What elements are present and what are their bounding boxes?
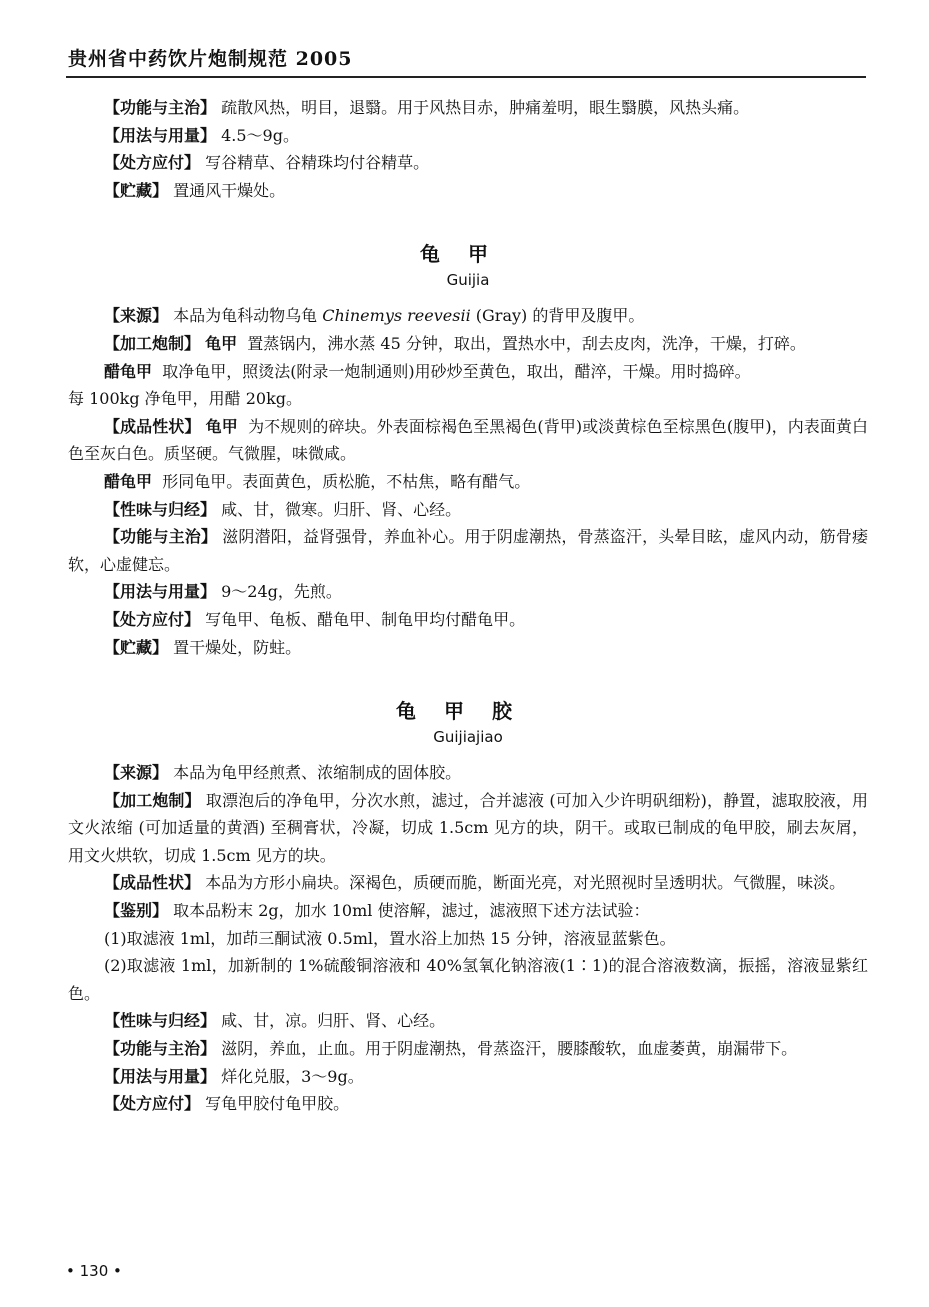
section-text: 写龟甲胶付龟甲胶。 [205, 1094, 350, 1114]
section-label: 【用法与用量】 [104, 1066, 217, 1086]
section-text: 写谷精草、谷精珠均付谷精草。 [205, 153, 430, 173]
prev-storage-paragraph [68, 177, 868, 205]
section-label: 【来源】 [104, 763, 169, 783]
dispensing-paragraph [68, 1090, 868, 1118]
section-label: 【来源】 [104, 306, 169, 326]
dispensing-paragraph [68, 606, 868, 634]
section-label: 【处方应付】 [104, 153, 201, 173]
section-text: 滋阴，养血，止血。用于阴虚潮热，骨蒸盗汗，腰膝酸软，血虚萎黄，崩漏带下。 [221, 1039, 798, 1059]
processing-ratio-paragraph [68, 385, 868, 413]
test-2-paragraph [68, 952, 868, 1007]
section-text: 每 100kg 净龟甲，用醋 20kg。 [68, 389, 303, 409]
section-label: 【贮藏】 [104, 637, 169, 657]
dosage-paragraph [68, 578, 868, 606]
prev-dispensing-paragraph [68, 149, 868, 177]
section-text: 滋阴潜阳，益肾强骨，养血补心。用于阴虚潮热，骨蒸盗汗，头晕目眩，虚风内动，筋骨痿软，心虚健忘。 [68, 527, 868, 574]
dosage-paragraph [68, 1063, 868, 1091]
section-label: 【贮藏】 [104, 180, 169, 200]
section-label: 【成品性状】 [104, 416, 201, 436]
sub-label: 龟甲 [205, 333, 238, 353]
section-label: 【功能与主治】 [104, 1039, 217, 1059]
identification-paragraph [68, 897, 868, 925]
section-text: (2)取滤液 1ml，加新制的 1%硫酸铜溶液和 40%氢氧化钠溶液(1∶1)的混合溶液数滴，振摇，溶液显紫红色。 [68, 956, 868, 1003]
section-text: 本品为龟甲经煎煮、浓缩制成的固体胶。 [173, 763, 462, 783]
test-1-paragraph [68, 925, 868, 953]
section-text: (1)取滤液 1ml，加茚三酮试液 0.5ml，置水浴上加热 15 分钟，溶液显蓝紫色。 [104, 928, 676, 948]
entry-pinyin: Guijia [446, 271, 490, 290]
processing-vinegar-paragraph [68, 358, 868, 386]
processing-paragraph [68, 330, 868, 358]
section-label: 【处方应付】 [104, 609, 201, 629]
entry-pinyin: Guijiajiao [433, 728, 503, 747]
section-text: 疏散风热，明目，退翳。用于风热目赤，肿痛羞明，眼生翳膜，风热头痛。 [221, 98, 750, 117]
latin-name: Chinemys reevesii [322, 306, 471, 326]
section-text: 置干燥处，防蛀。 [173, 637, 302, 657]
section-label: 【用法与用量】 [104, 582, 217, 602]
entry-title: 龟甲 [420, 242, 516, 267]
prev-function-paragraph [68, 94, 868, 122]
appearance-paragraph [68, 413, 868, 468]
section-text: 取漂泡后的净龟甲，分次水煎，滤过，合并滤液 (可加入少许明矾细粉)，静置，滤取胶液，用文火浓缩 (可加适量的黄酒) 至稠膏状，冷凝，切成 1.5cm 见方的块，阴干。或取已制成的龟甲胶，刷去灰屑，用文火烘软，切成 1.5cm 见方的块。 [68, 790, 868, 865]
section-text: 9～24g，先煎。 [221, 582, 342, 602]
section-text: 写龟甲、龟板、醋龟甲、制龟甲均付醋龟甲。 [205, 609, 526, 629]
sub-label: 醋龟甲 [104, 361, 153, 381]
section-text: 烊化兑服，3～9g。 [221, 1066, 364, 1086]
appearance-vinegar-paragraph [68, 468, 868, 496]
section-label: 【加工炮制】 [104, 790, 201, 810]
nature-paragraph [68, 496, 868, 524]
section-text: 本品为龟科动物乌龟 [173, 306, 323, 326]
running-header: 贵州省中药饮片炮制规范 2005 [68, 48, 353, 70]
section-label: 【鉴别】 [104, 901, 169, 921]
section-text: 置通风干燥处。 [173, 180, 286, 200]
section-label: 【性味与归经】 [104, 499, 217, 519]
prev-dosage-paragraph [68, 122, 868, 150]
section-label: 【功能与主治】 [104, 98, 217, 117]
section-text: 4.5～9g。 [221, 125, 299, 145]
source-paragraph [68, 759, 868, 787]
section-label: 【性味与归经】 [104, 1011, 217, 1031]
section-label: 【成品性状】 [104, 873, 201, 893]
page-number: • 130 • [66, 1262, 122, 1280]
section-text: 置蒸锅内，沸水蒸 45 分钟，取出，置热水中，刮去皮肉，洗净，干燥，打碎。 [247, 333, 806, 353]
section-label: 【处方应付】 [104, 1094, 201, 1114]
section-text: 咸、甘，凉。归肝、肾、心经。 [221, 1011, 446, 1031]
section-text: 本品为方形小扁块。深褐色，质硬而脆，断面光亮，对光照视时呈透明状。气微腥，味淡。 [205, 873, 846, 893]
section-text: 咸、甘，微寒。归肝、肾、心经。 [221, 499, 462, 519]
page-content [68, 94, 868, 1118]
section-text: (Gray) 的背甲及腹甲。 [470, 306, 645, 326]
section-label: 【加工炮制】 [104, 333, 201, 353]
nature-paragraph [68, 1007, 868, 1035]
sub-label: 龟甲 [205, 416, 238, 436]
source-paragraph [68, 302, 868, 330]
function-paragraph [68, 1035, 868, 1063]
header-rule [66, 76, 866, 78]
appearance-paragraph [68, 869, 868, 897]
section-text: 为不规则的碎块。外表面棕褐色至黑褐色(背甲)或淡黄棕色至棕黑色(腹甲)，内表面黄白色至灰白色。质坚硬。气微腥，味微咸。 [68, 416, 868, 464]
entry-title: 龟甲胶 [396, 699, 540, 724]
processing-paragraph [68, 787, 868, 870]
storage-paragraph [68, 634, 868, 662]
section-label: 【用法与用量】 [104, 125, 217, 145]
function-paragraph [68, 523, 868, 578]
section-text: 取本品粉末 2g，加水 10ml 使溶解，滤过，滤液照下述方法试验： [173, 901, 650, 921]
sub-label: 醋龟甲 [104, 471, 153, 491]
section-label: 【功能与主治】 [104, 527, 218, 547]
section-text: 取净龟甲，照烫法(附录一炮制通则)用砂炒至黄色，取出，醋淬，干燥。用时捣碎。 [162, 361, 751, 381]
section-text: 形同龟甲。表面黄色，质松脆，不枯焦，略有醋气。 [162, 471, 531, 491]
